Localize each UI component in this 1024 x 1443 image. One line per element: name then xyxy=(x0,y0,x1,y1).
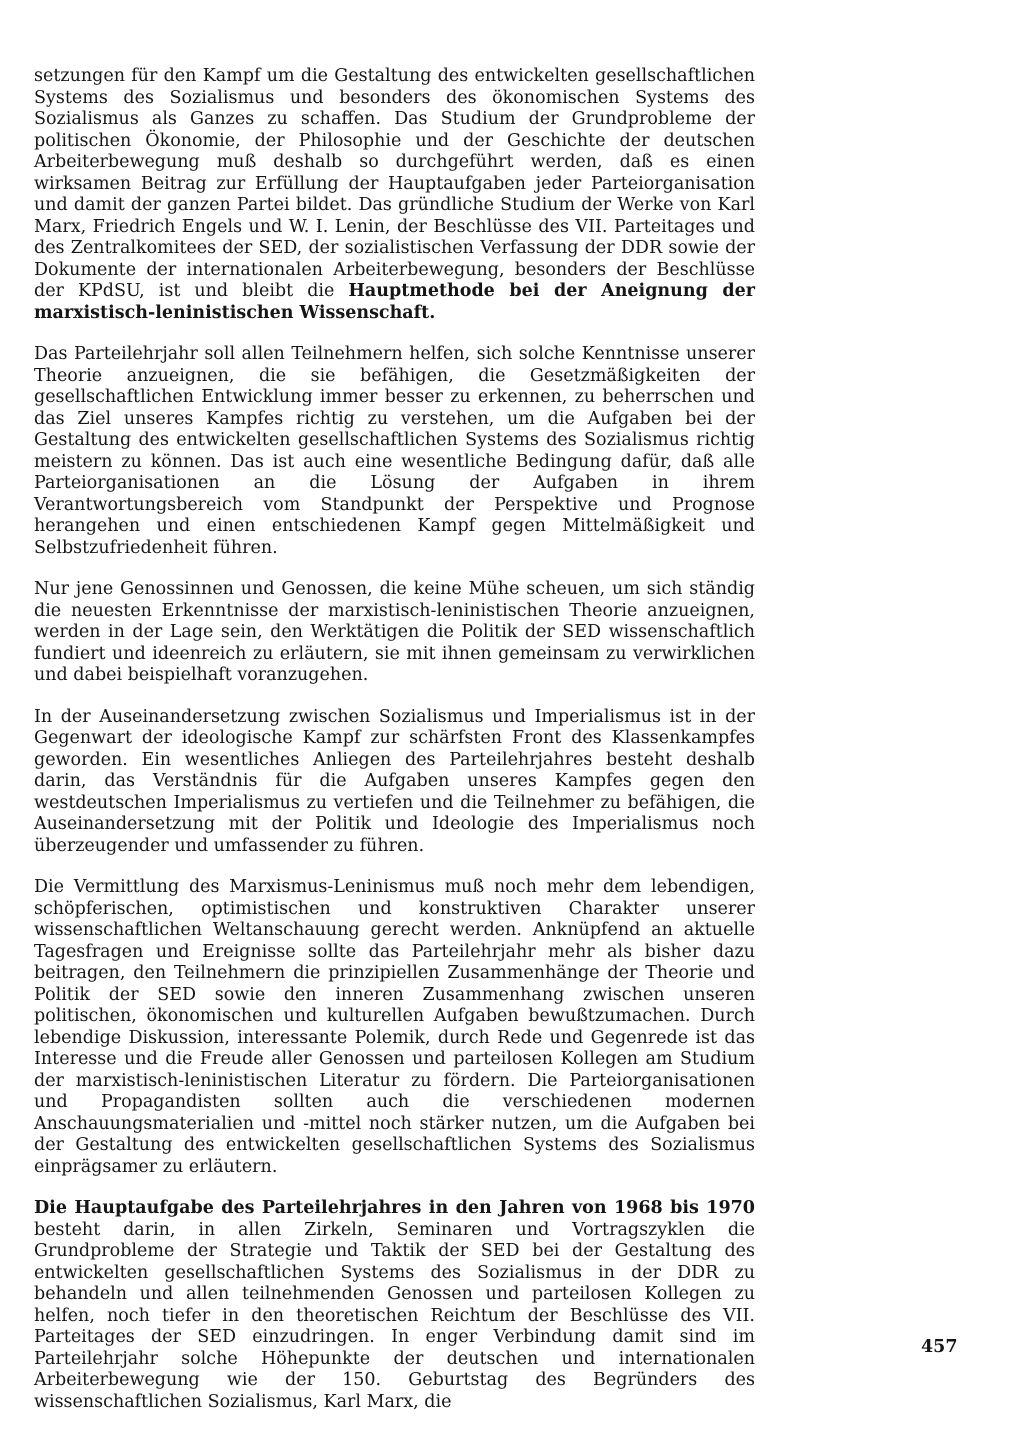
paragraph-5 xyxy=(34,877,755,1178)
paragraph-3 xyxy=(34,579,755,687)
paragraph-3-text: Nur jene Genossinnen und Genossen, die keine Mühe scheuen, um sich ständig die neuesten Erkenntnisse der marxistisch-leninistischen Theorie anzueignen, werden in der Lage sein, den Werktätigen die Politik der SED wissenschaftlich fundiert und ideenreich zu erläutern, sie mit ihnen gemeinsam zu verwirklichen und dabei beispielhaft voranzugehen. xyxy=(34,579,755,685)
paragraph-6 xyxy=(34,1198,755,1413)
paragraph-4 xyxy=(34,707,755,858)
paragraph-2-text: Das Parteilehrjahr soll allen Teilnehmern helfen, sich solche Kenntnisse unserer Theorie anzueignen, die sie befähigen, die Gesetzmäßigkeiten der gesellschaftlichen Entwicklung immer besser zu erkennen, zu beherrschen und das Ziel unseres Kampfes richtig zu verstehen, um die Aufgaben bei der Gestaltung des entwickelten gesellschaftlichen Systems des Sozialismus richtig meistern zu können. Das ist auch eine wesentliche Bedingung dafür, daß alle Parteiorganisationen an die Lösung der Aufgaben in ihrem Verantwortungsbereich vom Standpunkt der Perspektive und Prognose herangehen und einen entschiedenen Kampf gegen Mittelmäßigkeit und Selbstzufriedenheit führen. xyxy=(34,344,755,558)
paragraph-1-emphasis: Hauptmethode bei der Aneignung der marxistisch-leninistischen Wissenschaft. xyxy=(34,281,755,323)
body-text xyxy=(34,66,755,1433)
paragraph-4-text: In der Auseinandersetzung zwischen Sozialismus und Imperialismus ist in der Gegenwart der ideologische Kampf zur schärfsten Front des Klassenkampfes geworden. Ein wesentliches Anliegen des Parteilehrjahres besteht deshalb darin, das Verständnis für die Aufgaben unseres Kampfes gegen den westdeutschen Imperialismus zu vertiefen und die Teilnehmer zu befähigen, die Auseinandersetzung mit der Politik und Ideologie des Imperialismus noch überzeugender und umfassender zu führen. xyxy=(34,706,755,856)
paragraph-1-text: setzungen für den Kampf um die Gestaltung des entwickelten gesellschaftlichen Systems des Sozialismus und besonders des ökonomischen Systems des Sozialismus als Ganzes zu schaffen. Das Studium der Grundprobleme der politischen Ökonomie, der Philosophie und der Geschichte der deutschen Arbeiterbewegung muß deshalb so durchgeführt werden, daß es einen wirksamen Beitrag zur Erfüllung der Hauptaufgaben jeder Parteiorganisation und damit der ganzen Partei bildet. Das gründliche Studium der Werke von Karl Marx, Friedrich Engels und W. I. Lenin, der Beschlüsse des VII. Parteitages und des Zentralkomitees der SED, der sozialistischen Verfassung der DDR sowie der Dokumente der internationalen Arbeiterbewegung, besonders der Beschlüsse der KPdSU, ist und bleibt die xyxy=(34,66,755,301)
page-number: 457 xyxy=(921,1337,958,1357)
paragraph-1 xyxy=(34,66,755,324)
paragraph-5-text: Die Vermittlung des Marxismus-Leninismus muß noch mehr dem lebendigen, schöpferischen, optimistischen und konstruktiven Charakter unserer wissenschaftlichen Weltanschauung gerecht werden. Anknüpfend an aktuelle Tagesfragen und Ereignisse sollte das Parteilehrjahr mehr als bisher dazu beitragen, den Teilnehmern die prinzipiellen Zusammenhänge der Theorie und Politik der SED sowie den inneren Zusammenhang zwischen unseren politischen, ökonomischen und kulturellen Aufgaben bewußtzumachen. Durch lebendige Diskussion, interessante Polemik, durch Rede und Gegenrede ist das Interesse und die Freude aller Genossen und parteilosen Kollegen am Studium der marxistisch-leninistischen Literatur zu fördern. Die Parteiorganisationen und Propagandisten sollten auch die verschiedenen modernen Anschauungsmaterialien und -mittel noch stärker nutzen, um die Aufgaben bei der Gestaltung des entwickelten gesellschaftlichen Systems des Sozialismus einprägsamer zu erläutern. xyxy=(34,877,755,1177)
paragraph-6-emphasis: Die Hauptaufgabe des Parteilehrjahres in den Jahren von 1968 bis 1970 xyxy=(34,1198,755,1218)
paragraph-2 xyxy=(34,344,755,559)
paragraph-6-text: besteht darin, in allen Zirkeln, Seminaren und Vortragszyklen die Grundprobleme der Strategie und Taktik der SED bei der Gestaltung des entwickelten gesellschaftlichen Systems des Sozialismus in der DDR zu behandeln und allen teilnehmenden Genossen und parteilosen Kollegen zu helfen, noch tiefer in den theoretischen Reichtum der Beschlüsse des VII. Parteitages der SED einzudringen. In enger Verbindung damit sind im Parteilehrjahr solche Höhepunkte der deutschen und internationalen Arbeiterbewegung wie der 150. Geburtstag des Begründers des wissenschaftlichen Sozialismus, Karl Marx, die xyxy=(34,1219,755,1412)
